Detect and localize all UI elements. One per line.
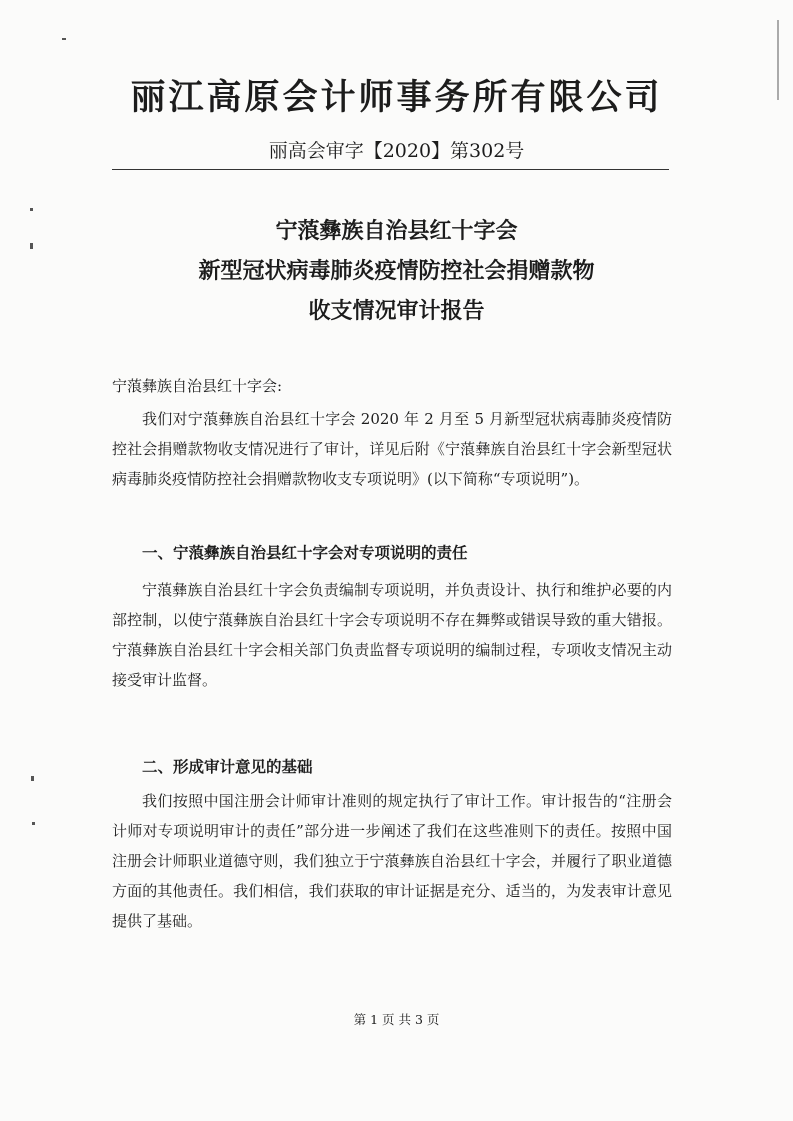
scan-mark xyxy=(31,776,34,781)
scan-mark xyxy=(62,38,66,40)
salutation: 宁蒗彝族自治县红十字会: xyxy=(112,377,283,395)
scan-mark xyxy=(30,208,33,211)
scan-mark xyxy=(30,243,33,249)
title-line-1: 宁蒗彝族自治县红十字会 xyxy=(275,219,518,244)
intro-paragraph: 我们对宁蒗彝族自治县红十字会 2020 年 2 月至 5 月新型冠状病毒肺炎疫情防控社会捐赠款物收支情况进行了审计，详见后附《宁蒗彝族自治县红十字会新型冠状病毒肺炎疫情防控社会捐赠款物收支专项说明》(以下简称“专项说明”)。 xyxy=(112,410,672,488)
scan-mark xyxy=(32,822,35,825)
page-footer: 第 1 页 共 3 页 xyxy=(353,1012,440,1027)
section-heading-1: 一、宁蒗彝族自治县红十字会对专项说明的责任 xyxy=(142,544,468,562)
report-title xyxy=(0,212,793,332)
scan-mark xyxy=(777,20,779,100)
section-heading-2: 二、形成审计意见的基础 xyxy=(142,758,313,776)
title-line-2: 新型冠状病毒肺炎疫情防控社会捐赠款物 xyxy=(198,259,595,284)
section-body-1: 宁蒗彝族自治县红十字会负责编制专项说明，并负责设计、执行和维护必要的内部控制，以使宁蒗彝族自治县红十字会专项说明不存在舞弊或错误导致的重大错报。宁蒗彝族自治县红十字会相关部门负责监督专项说明的编制过程，专项收支情况主动接受审计监督。 xyxy=(112,581,672,689)
header-rule xyxy=(112,169,669,170)
title-line-3: 收支情况审计报告 xyxy=(308,299,485,324)
document-number: 丽高会审字【2020】第302号 xyxy=(268,140,525,162)
section-body-2: 我们按照中国注册会计师审计准则的规定执行了审计工作。审计报告的“注册会计师对专项说明审计的责任”部分进一步阐述了我们在这些准则下的责任。按照中国注册会计师职业道德守则，我们独立于宁蒗彝族自治县红十字会，并履行了职业道德方面的其他责任。我们相信，我们获取的审计证据是充分、适当的，为发表审计意见提供了基础。 xyxy=(112,792,672,930)
firm-name: 丽江高原会计师事务所有限公司 xyxy=(130,77,663,118)
